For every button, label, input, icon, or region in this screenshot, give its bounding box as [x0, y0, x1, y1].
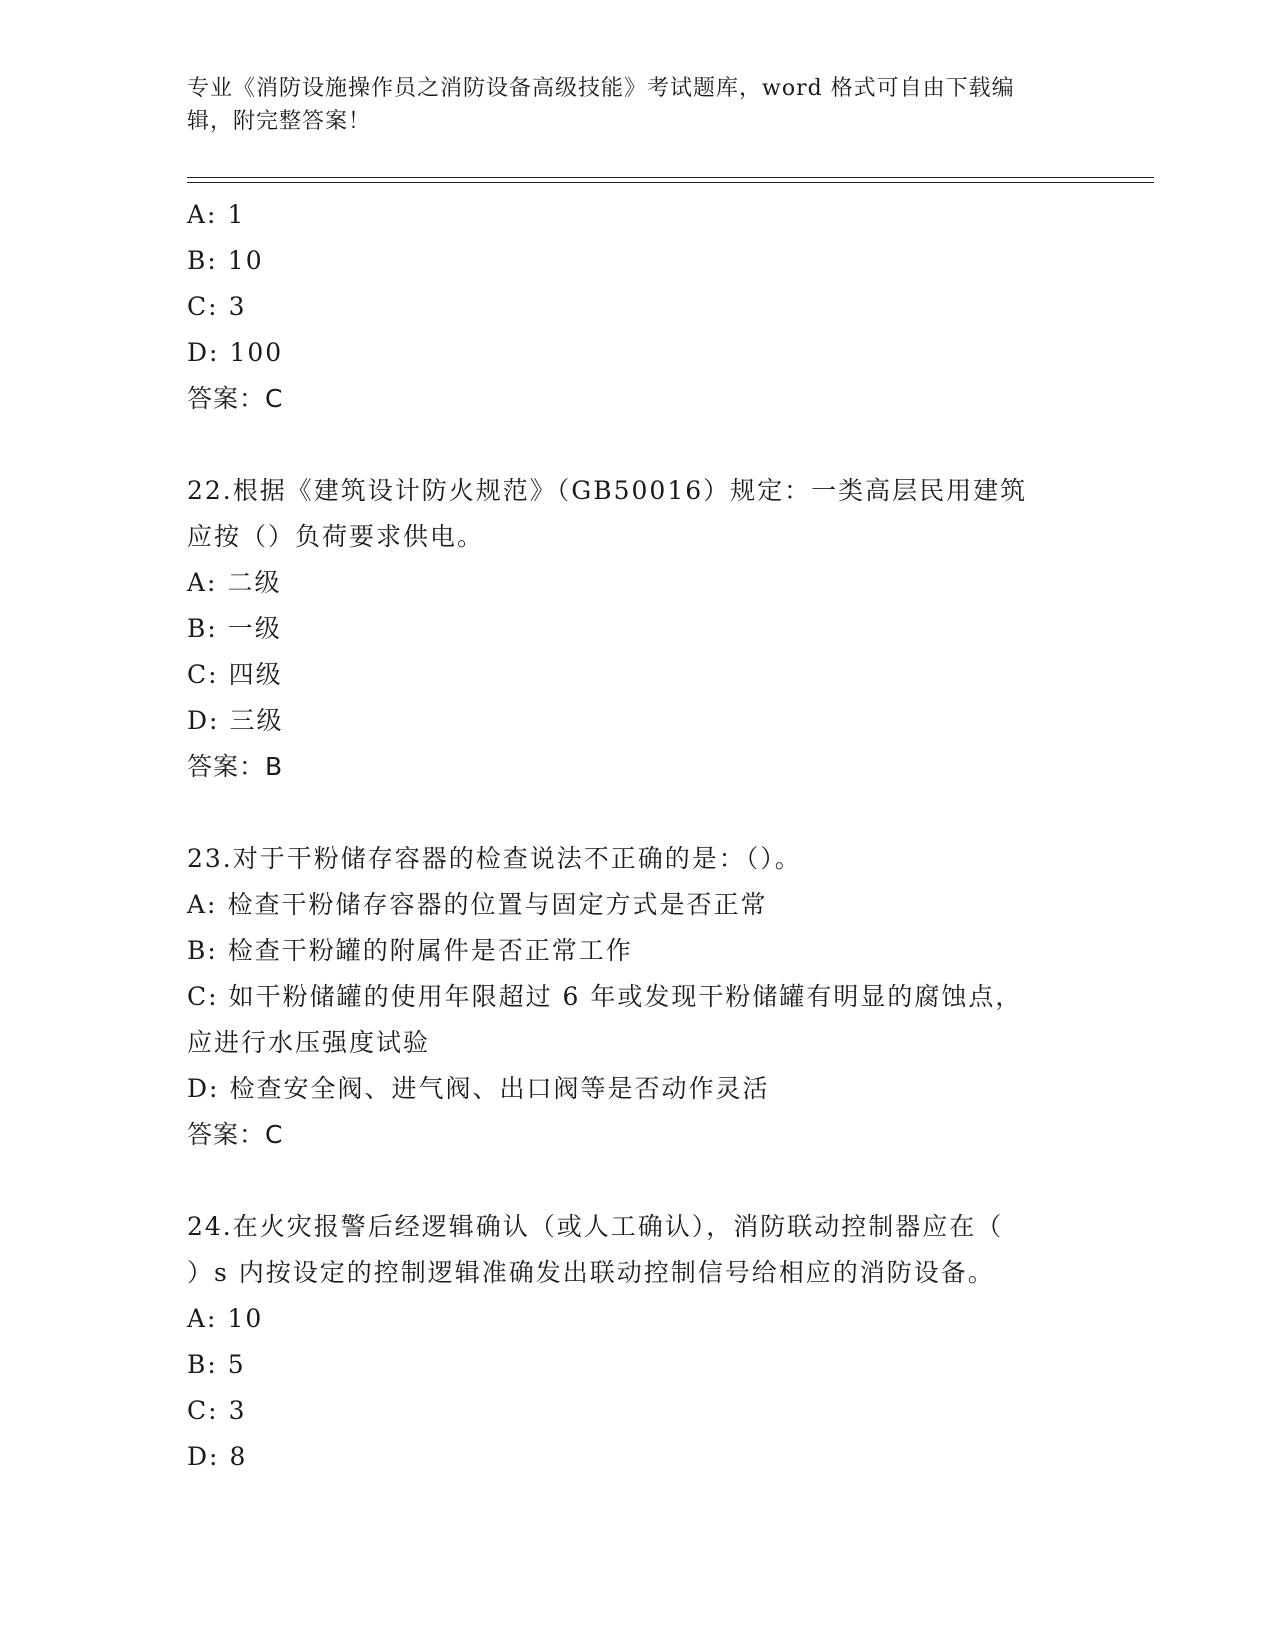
question-23	[187, 836, 1087, 1158]
header-line-1: 专业《消防设施操作员之消防设备高级技能》考试题库，word 格式可自由下载编	[187, 76, 1015, 101]
answer-23: 答案：C	[187, 1120, 284, 1149]
header-divider-bottom	[187, 182, 1154, 183]
option-a: A: 二级	[187, 568, 282, 597]
question-22	[187, 468, 1087, 790]
spacer	[187, 790, 1087, 836]
answer-21: 答案：C	[187, 384, 284, 413]
question-text-line-1: 23.对于干粉储存容器的检查说法不正确的是：（）。	[187, 844, 802, 873]
document-header	[187, 72, 1067, 138]
option-b: B: 检查干粉罐的附属件是否正常工作	[187, 936, 633, 965]
option-c-continuation: 应进行水压强度试验	[187, 1028, 431, 1057]
option-d: D: 检查安全阀、进气阀、出口阀等是否动作灵活	[187, 1074, 770, 1103]
question-24	[187, 1204, 1087, 1480]
option-d: D: 8	[187, 1442, 248, 1471]
option-c: C: 四级	[187, 660, 283, 689]
question-list	[187, 192, 1087, 1480]
header-line-2: 辑，附完整答案！	[187, 109, 372, 134]
option-a: A: 检查干粉储存容器的位置与固定方式是否正常	[187, 890, 768, 919]
option-b: B: 一级	[187, 614, 282, 643]
question-21	[187, 192, 1087, 422]
option-d: D: 三级	[187, 706, 284, 735]
question-text-line-1: 22.根据《建筑设计防火规范》（GB50016）规定：一类高层民用建筑	[187, 476, 1028, 505]
option-c: C: 3	[187, 292, 247, 321]
option-d: D: 100	[187, 338, 284, 367]
option-a: A: 10	[187, 1304, 264, 1333]
spacer	[187, 1158, 1087, 1204]
option-c: C: 3	[187, 1396, 247, 1425]
header-divider-top	[187, 177, 1154, 178]
question-text-line-1: 24.在火灾报警后经逻辑确认（或人工确认），消防联动控制器应在（	[187, 1212, 1004, 1241]
option-b: B: 5	[187, 1350, 246, 1379]
option-a: A: 1	[187, 200, 246, 229]
option-c: C: 如干粉储罐的使用年限超过 6 年或发现干粉储罐有明显的腐蚀点，	[187, 982, 1023, 1011]
question-text-line-2: 应按（）负荷要求供电。	[187, 522, 485, 551]
spacer	[187, 422, 1087, 468]
option-b: B: 10	[187, 246, 264, 275]
question-text-line-2: ）s 内按设定的控制逻辑准确发出联动控制信号给相应的消防设备。	[187, 1258, 995, 1287]
answer-22: 答案：B	[187, 752, 284, 781]
